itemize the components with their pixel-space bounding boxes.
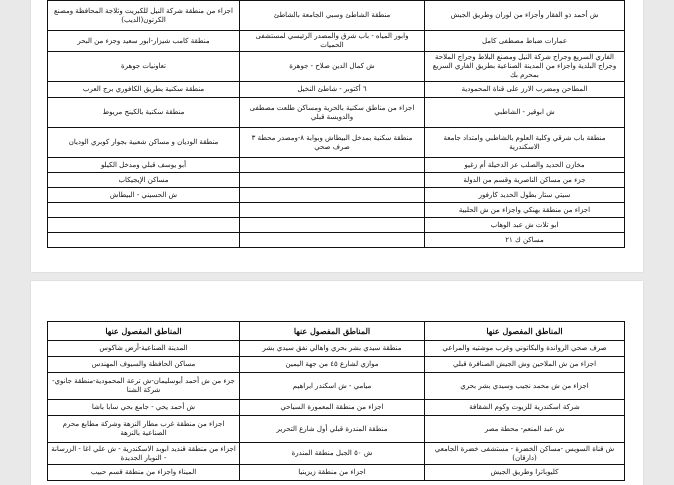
table-cell: منطقة سكنية بالكينج مريوط [48,98,240,128]
table-cell: منطقة كامب شيزار-ابور سعيد وجزء من البحر [48,31,240,52]
document-page-1 [31,0,643,272]
table-cell: مساكن ك ٢١ [425,233,625,248]
outage-table-2 [47,321,625,481]
table-cell: مخازن الحديد والصلب عز الدخيلة أم زغيو [425,158,625,173]
table-row [48,416,625,443]
table-cell: تعاونيات جوهرة [48,52,240,82]
table-cell: المدينة الصناعية-أرض شاكوس [48,341,240,357]
table-row [48,31,625,52]
table-cell: منطقة الشاطئ وسبي الجامعة بالشاطئ [240,1,425,31]
table-row [48,82,625,98]
table-cell: منطقة باب شرقي وكلية العلوم بالشاطبي وامتداد جامعة الاسكندرية [425,128,625,158]
table-cell: اجزاء من منطقة المعمورة السياحي [240,400,425,416]
table-cell: سيتي ستار بطول الحديد كارفور [425,188,625,203]
table-cell: صرف صحي الرواندة والبكاتوني وغرب موشتيه والمراعي [425,341,625,357]
table-cell: منطقة سيدي بشر بحري واهالي نفق سيدي بشر [240,341,425,357]
table-cell [240,188,425,203]
table-cell: عمارات ضباط مصطفى كامل [425,31,625,52]
document-page-2 [31,281,643,485]
table-row [48,443,625,465]
table-cell: مساكن الحافظة والسيوف المهندس [48,357,240,373]
column-header: المناطق المفصول عنها [425,322,625,341]
table-row [48,98,625,128]
table-row [48,1,625,31]
table-cell [240,203,425,218]
table-row [48,203,625,218]
table-cell: شركة اسكندرية للزيوت وكوم الشقافة [425,400,625,416]
table-cell: اجزاء من منطقة غرب مطار النزهة وشركة مطابع محرم الصناعية بالنزهة [48,416,240,443]
table-row [48,341,625,357]
table-cell: ش الحسيني - البيطاش [48,188,240,203]
column-header: المناطق المفصول عنها [240,322,425,341]
table-cell: ش عبد المنعم- محطة مصر [425,416,625,443]
table-cell: أبو يوسف قبلي ومدخل الكيلو [48,158,240,173]
table-cell: ش ٥٠ الجبل منطقة المندرة [240,443,425,465]
table-cell: كليوباترا وطريق الجيش [425,465,625,481]
table-cell: منطقة سكنية بطريق الكافوري برج العرب [48,82,240,98]
table-row [48,233,625,248]
table-cell [48,233,240,248]
outage-table-1 [47,0,625,248]
table-cell [240,233,425,248]
table-cell: اجزاء من منطقة قنديد ابوبد الاسكندرية - ش علي اغا - الزرسانة - النوبار الجديدة [48,443,240,465]
table-cell: منطقة سكنية بمدخل البيطاش وبوابة ٨-ومصدر محطة ٣ صرف صحي [240,128,425,158]
table-cell: ش أحمد ذو الفقار وأجزاء من لوران وطريق الجيش [425,1,625,31]
table-cell [240,158,425,173]
column-header: المناطق المفصول عنها [48,322,240,341]
table-cell: منطقة المندرة قبلي أول شارع التحرير [240,416,425,443]
table-header-row [48,322,625,341]
table-row [48,158,625,173]
table-cell: جزء من مساكن الناصرية وقسم من الدولة [425,173,625,188]
table-cell [48,203,240,218]
table-row [48,173,625,188]
table-cell: اجزاء من مناطق سكنية بالحرية ومساكن طلعت مصطفى والدويسة قبلي [240,98,425,128]
table-row [48,357,625,373]
table-cell: الفاري السريع وجراج شركة النيل ومصنع البلاط وجراج الملاحة وجراج البلدية واجزاء من المدينة الصناعية بطريق الفاري السريع بمحرم بك [425,52,625,82]
table-row [48,188,625,203]
table-cell: المطاحن ومضرب الارز على قناة المحمودية [425,82,625,98]
table-cell [240,218,425,233]
table-cell: منطقة الوديان و مساكن شعبية بجوار كوبري الوديان [48,128,240,158]
table-cell [240,173,425,188]
table-row [48,465,625,481]
table-row [48,218,625,233]
table-cell: ٦ أكتوبر - شاطئ النخيل [240,82,425,98]
table-cell: جزء من ش أحمد أبوسليمان-ش ترعة المحمودية-منطقة جانوي-شركة الشنا [48,373,240,400]
table-cell: ش قناة السويس -مساكن الخضرة - مستشفى خضرة الجامعي (دارقان) [425,443,625,465]
table-cell: ش كمال الدين صلاح - جوهرة [240,52,425,82]
table-cell: اجزاء من منطقة شركة النيل للكبريت وثلاجة المحافظة ومصنع الكرتون(الديب) [48,1,240,31]
table-cell: ش أحمد يحي - جامع بحي سابا باشا [48,400,240,416]
table-row [48,373,625,400]
table-cell: اجزاء من ش الملاحين وش الجيش الصنافرة قبلي [425,357,625,373]
table-cell: ش ابوقير - الشاطبي [425,98,625,128]
table-cell: موازي لشارع ٤٥ من جهة اليمين [240,357,425,373]
table-row [48,128,625,158]
table-cell: اجزاء من منطقة زيزينيا [240,465,425,481]
table-cell: الميناء واجزاء من منطقة قسم حبيب [48,465,240,481]
table-row [48,400,625,416]
table-cell: اجزاء من ش محمد نجيب وسيدي بشر بحري [425,373,625,400]
table-cell: مساكن الإيجيكاب [48,173,240,188]
table-cell: ميامي - ش اسكندر ابراهيم [240,373,425,400]
table-cell: وابور المياه - باب شرق والمصدر الرئيسي لمستشفى الحميات [240,31,425,52]
table-cell: اجزاء من منطقة بهنكي واجزاء من ش الحلبية [425,203,625,218]
table-cell: ابو تلات ش عبد الوهاب [425,218,625,233]
table-row [48,52,625,82]
table-cell [48,218,240,233]
